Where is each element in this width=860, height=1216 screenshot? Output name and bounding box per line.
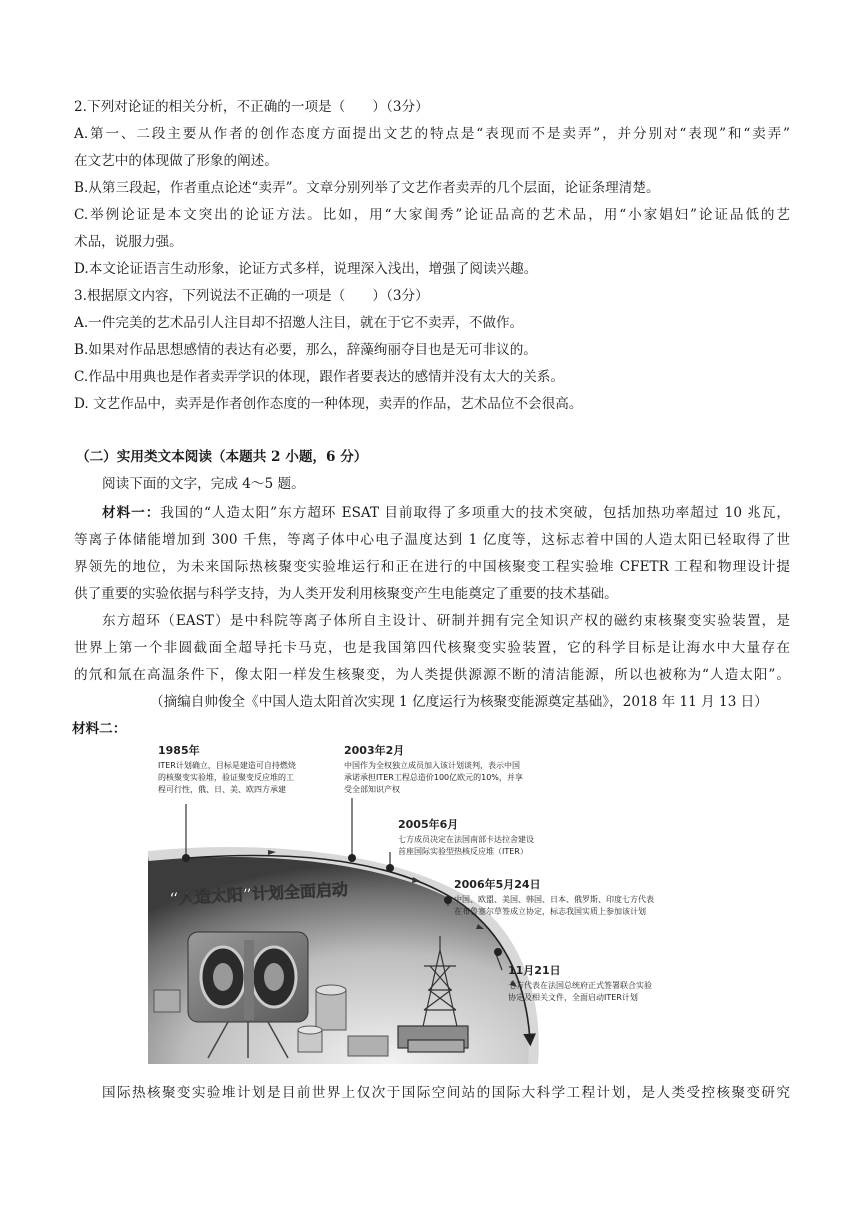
q3-stem: 3.根据原文内容，下列说法不正确的一项是（ ）（3分） bbox=[74, 288, 429, 304]
q2-stem: 2.下列对论证的相关分析，不正确的一项是（ ）（3分） bbox=[74, 99, 429, 115]
event-2006-line2: 在布鲁塞尔草签成立协定，标志我国实质上参加该计划 bbox=[454, 907, 646, 916]
material1-line3: 界领先的地位，为未来国际热核聚变实验堆运行和正在进行的中国核聚变工程实验堆 CFETR 工程和物理设计提 bbox=[74, 559, 790, 575]
q2-option-c-line1: C.举例论证是本文突出的论证方法。比如，用“大家闺秀”论证品高的艺术品，用“小家娼妇”论证品低的艺 bbox=[74, 207, 790, 223]
q3-option-a: A.一件完美的艺术品引人注目却不招邀人注目，就在于它不卖弄，不做作。 bbox=[74, 315, 524, 331]
q2-option-d: D.本文论证语言生动形象，论证方式多样，说理深入浅出，增强了阅读兴趣。 bbox=[74, 261, 538, 277]
material2-caption: 国际热核聚变实验堆计划是目前世界上仅次于国际空间站的国际大科学工程计划，是人类受控核聚变研究 bbox=[102, 1085, 790, 1101]
material1-line1 bbox=[102, 503, 790, 523]
q2-option-a-line2: 在文艺中的体现做了形象的阐述。 bbox=[74, 153, 278, 169]
event-nov21 bbox=[508, 964, 652, 1003]
event-2006 bbox=[454, 877, 654, 917]
event-nov21-date: 11月21日 bbox=[508, 964, 561, 977]
section-heading: （二）实用类文本阅读（本题共 2 小题，6 分） bbox=[76, 449, 368, 465]
event-1985-line1: ITER计划确立，目标是建造可自持燃烧 bbox=[158, 761, 296, 770]
event-2005-date: 2005年6月 bbox=[398, 818, 459, 831]
event-2006-line1: 中国、欧盟、美国、韩国、日本、俄罗斯、印度七方代表 bbox=[454, 895, 654, 904]
event-2003-date: 2003年2月 bbox=[344, 744, 405, 757]
event-2005-line2: 首座国际实验型热核反应堆（ITER） bbox=[398, 847, 528, 856]
material1-line4: 供了重要的实验依据与科学支持，为人类开发利用核聚变产生电能奠定了重要的技术基础。 bbox=[74, 586, 618, 602]
material1-source: （摘编自帅俊全《中国人造太阳首次实现 1 亿度运行为核聚变能源奠定基础》，2018 年 11 月 13 日） bbox=[150, 694, 768, 710]
event-2003-line3: 受全部知识产权 bbox=[344, 785, 400, 794]
event-2005-line1: 七方成员决定在法国南部卡达拉舍建设 bbox=[398, 835, 534, 844]
event-1985-date: 1985年 bbox=[158, 744, 200, 757]
event-2003-line1: 中国作为全权独立成员加入该计划谈判，表示中国 bbox=[344, 761, 520, 770]
q2-option-a-line1: A.第一、二段主要从作者的创作态度方面提出文艺的特点是“表现而不是卖弄”，并分别对“表现”和“卖弄” bbox=[74, 126, 790, 142]
event-nov21-line1: 七方代表在法国总统府正式签署联合实验 bbox=[508, 981, 652, 990]
material1-p2-line3: 的氘和氚在高温条件下，像太阳一样发生核聚变，为人类提供源源不断的清洁能源，所以也被称为“人造太阳”。 bbox=[74, 667, 790, 683]
material1-p2-line2: 世界上第一个非圆截面全超导托卡马克，也是我国第四代核聚变实验装置，它的科学目标是让海水中大量存在 bbox=[74, 640, 790, 656]
material1-label: 材料一： bbox=[102, 505, 161, 521]
event-nov21-line2: 协定及相关文件，全面启动ITER计划 bbox=[508, 993, 638, 1002]
material1-line2: 等离子体储能增加到 300 千焦，等离子体中心电子温度达到 1 亿度等，这标志着中国的人造太阳已轻取得了世 bbox=[74, 532, 790, 548]
event-1985-line2: 的核聚变实验堆，验证聚变反应堆的工 bbox=[158, 773, 294, 782]
material1-p2-line1: 东方超环（EAST）是中科院等离子体所自主设计、研制并拥有完全知识产权的磁约束核聚变实验装置，是 bbox=[102, 613, 790, 629]
event-2005 bbox=[398, 817, 534, 856]
event-2003 bbox=[344, 743, 523, 794]
event-1985-line3: 程可行性，俄、日、美、欧四方承建 bbox=[158, 785, 286, 794]
event-2006-date: 2006年5月24日 bbox=[454, 878, 541, 891]
material1-text-start: 我国的“人造太阳”东方超环 ESAT 目前取得了多项重大的技术突破，包括加热功率超过 10 兆瓦， bbox=[160, 505, 791, 521]
figure-banner: “人造太阳”计划全面启动 bbox=[169, 879, 349, 908]
q3-option-d: D. 文艺作品中，卖弄是作者创作态度的一种体现，卖弄的作品，艺术品位不会很高。 bbox=[74, 396, 583, 412]
q3-option-b: B.如果对作品思想感情的表达有必要，那么，辞藻绚丽夺目也是无可非议的。 bbox=[74, 342, 537, 358]
q2-option-c-line2: 术品，说服力强。 bbox=[74, 234, 183, 250]
section-instruction: 阅读下面的文字，完成 4～5 题。 bbox=[102, 476, 305, 492]
event-1985 bbox=[158, 743, 296, 795]
iter-timeline-figure bbox=[148, 740, 716, 1064]
event-2003-line2: 承诺承担ITER工程总造价100亿欧元的10%，并享 bbox=[344, 773, 523, 782]
material2-label: 材料二： bbox=[72, 721, 127, 737]
q3-option-c: C.作品中用典也是作者卖弄学识的体现，跟作者要表达的感情并没有太大的关系。 bbox=[74, 369, 565, 385]
q2-option-b: B.从第三段起，作者重点论述“卖弄”。文章分别列举了文艺作者卖弄的几个层面，论证条理清楚。 bbox=[74, 180, 660, 196]
